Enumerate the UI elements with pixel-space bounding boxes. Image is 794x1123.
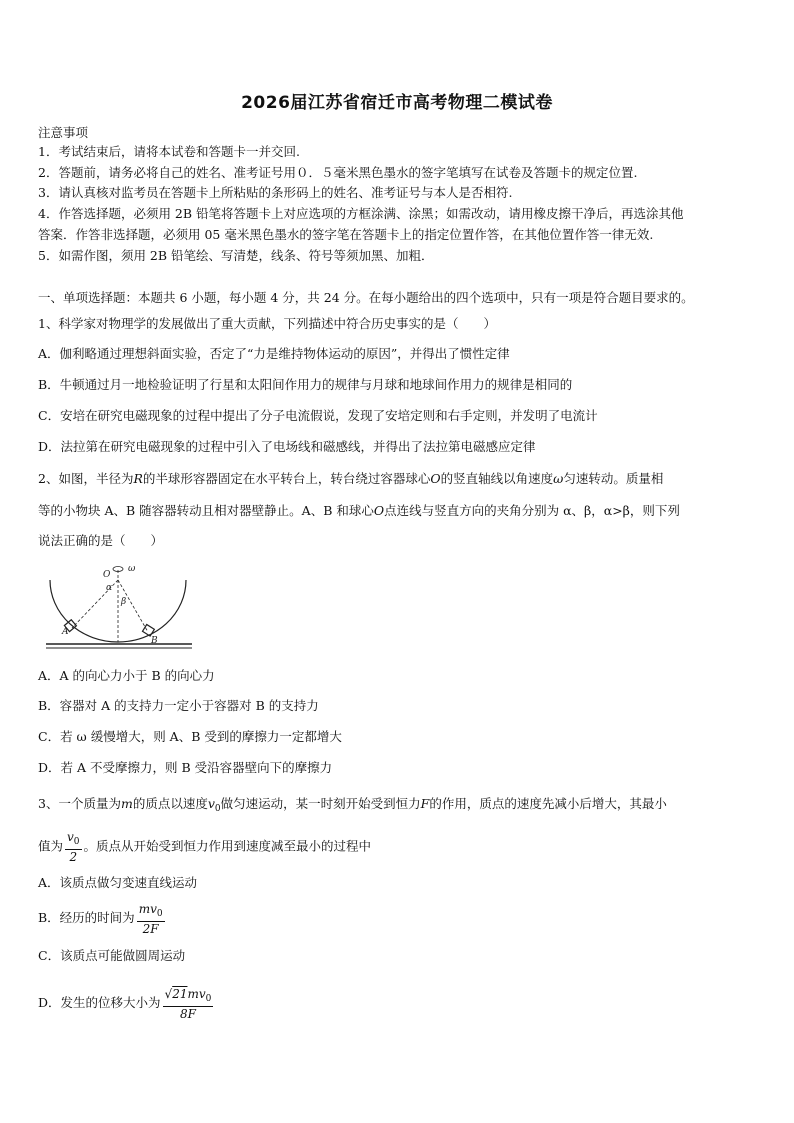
q2-option-d: D．若 A 不受摩擦力，则 B 受沿容器壁向下的摩擦力 — [38, 760, 333, 775]
notice-item: 3．请认真核对监考员在答题卡上所粘贴的条形码上的姓名、准考证号与本人是否相符. — [38, 185, 513, 200]
label-b: B — [151, 636, 158, 646]
block-b — [142, 624, 154, 636]
q3-option-d: D．发生的位移大小为 $\frac{√21mv_0}{8F}$ — [38, 986, 212, 1021]
q3-option-b: B．经历的时间为 $\frac{mv_0}{2F}$ — [38, 901, 163, 936]
notice-heading: 注意事项 — [38, 125, 89, 140]
q2-option-a: A．A 的向心力小于 B 的向心力 — [38, 668, 215, 683]
q3-option-a: A．该质点做匀变速直线运动 — [38, 875, 198, 890]
notice-item: 2．答题前，请务必将自己的姓名、准考证号用０．５毫米黑色墨水的签字笔填写在试卷及答题卡的规定位置. — [38, 165, 638, 180]
q2-option-b: B．容器对 A 的支持力一定小于容器对 B 的支持力 — [38, 698, 319, 713]
q1-option-c: C．安培在研究电磁现象的过程中提出了分子电流假说，发现了安培定则和右手定则，并发明了电流计 — [38, 408, 598, 423]
q2-stem-line3: 说法正确的是（ ） — [38, 533, 164, 548]
q1-option-b: B．牛顿通过月一地检验证明了行星和太阳间作用力的规律与月球和地球间作用力的规律是相同的 — [38, 377, 573, 392]
section-heading: 一、单项选择题：本题共 6 小题，每小题 4 分，共 24 分。在每小题给出的四个选项中，只有一项是符合题目要求的。 — [38, 290, 694, 305]
notice-item: 4．作答选择题，必须用 2B 铅笔将答题卡上对应选项的方框涂满、涂黑；如需改动，请用橡皮擦干净后，再选涂其他 — [38, 206, 684, 221]
page-title: 2026届江苏省宿迁市高考物理二模试卷 — [241, 93, 553, 113]
notice-item: 答案．作答非选择题，必须用 05 毫米黑色墨水的签字笔在答题卡上的指定位置作答，在其他位置作答一律无效. — [38, 227, 654, 242]
displacement-fraction: $\frac{√21mv_0}{8F}$ — [164, 986, 212, 1021]
q1-option-d: D．法拉第在研究电磁现象的过程中引入了电场线和磁感线，并得出了法拉第电磁感应定律 — [38, 439, 536, 454]
label-beta: β — [121, 597, 127, 607]
q1-option-a: A．伽利略通过理想斜面实验，否定了“力是维持物体运动的原因”，并得出了惯性定律 — [38, 346, 510, 361]
time-fraction: $\frac{mv_0}{2F}$ — [138, 901, 163, 936]
q1-stem: 1、科学家对物理学的发展做出了重大贡献，下列描述中符合历史事实的是（ ） — [38, 316, 496, 331]
hemisphere-container-figure — [40, 560, 200, 652]
min-speed-fraction: $\frac{v_0}{2}$ — [67, 830, 80, 864]
notice-item: 5．如需作图，须用 2B 铅笔绘、写清楚，线条、符号等须加黑、加粗． — [38, 248, 434, 263]
q2-stem: 2、如图，半径为R的半球形容器固定在水平转台上，转台绕过容器球心O的竖直轴线以角速度ω匀速转动。质量相 — [38, 471, 664, 486]
q3-option-c: C．该质点可能做圆周运动 — [38, 948, 186, 963]
label-alpha: α — [106, 583, 113, 593]
q3-stem: 3、一个质量为m的质点以速度$v_0$做匀速运动，某一时刻开始受到恒力F的作用，质点的速度先减小后增大，其最小 — [38, 796, 667, 814]
q2-stem-line2: 等的小物块 A、B 随容器转动且相对器壁静止。A、B 和球心O点连线与竖直方向的夹角分别为 α、β，α>β，则下列 — [38, 503, 680, 518]
q2-option-c: C．若 ω 缓慢增大，则 A、B 受到的摩擦力一定都增大 — [38, 729, 342, 744]
label-omega: ω — [128, 564, 136, 574]
label-a: A — [62, 627, 69, 637]
notice-item: 1．考试结束后，请将本试卷和答题卡一并交回. — [38, 144, 300, 159]
q3-stem-line2: 值为 $\frac{v_0}{2}$ 。质点从开始受到恒力作用到速度减至最小的过程中 — [38, 830, 372, 864]
label-o: O — [103, 570, 111, 580]
